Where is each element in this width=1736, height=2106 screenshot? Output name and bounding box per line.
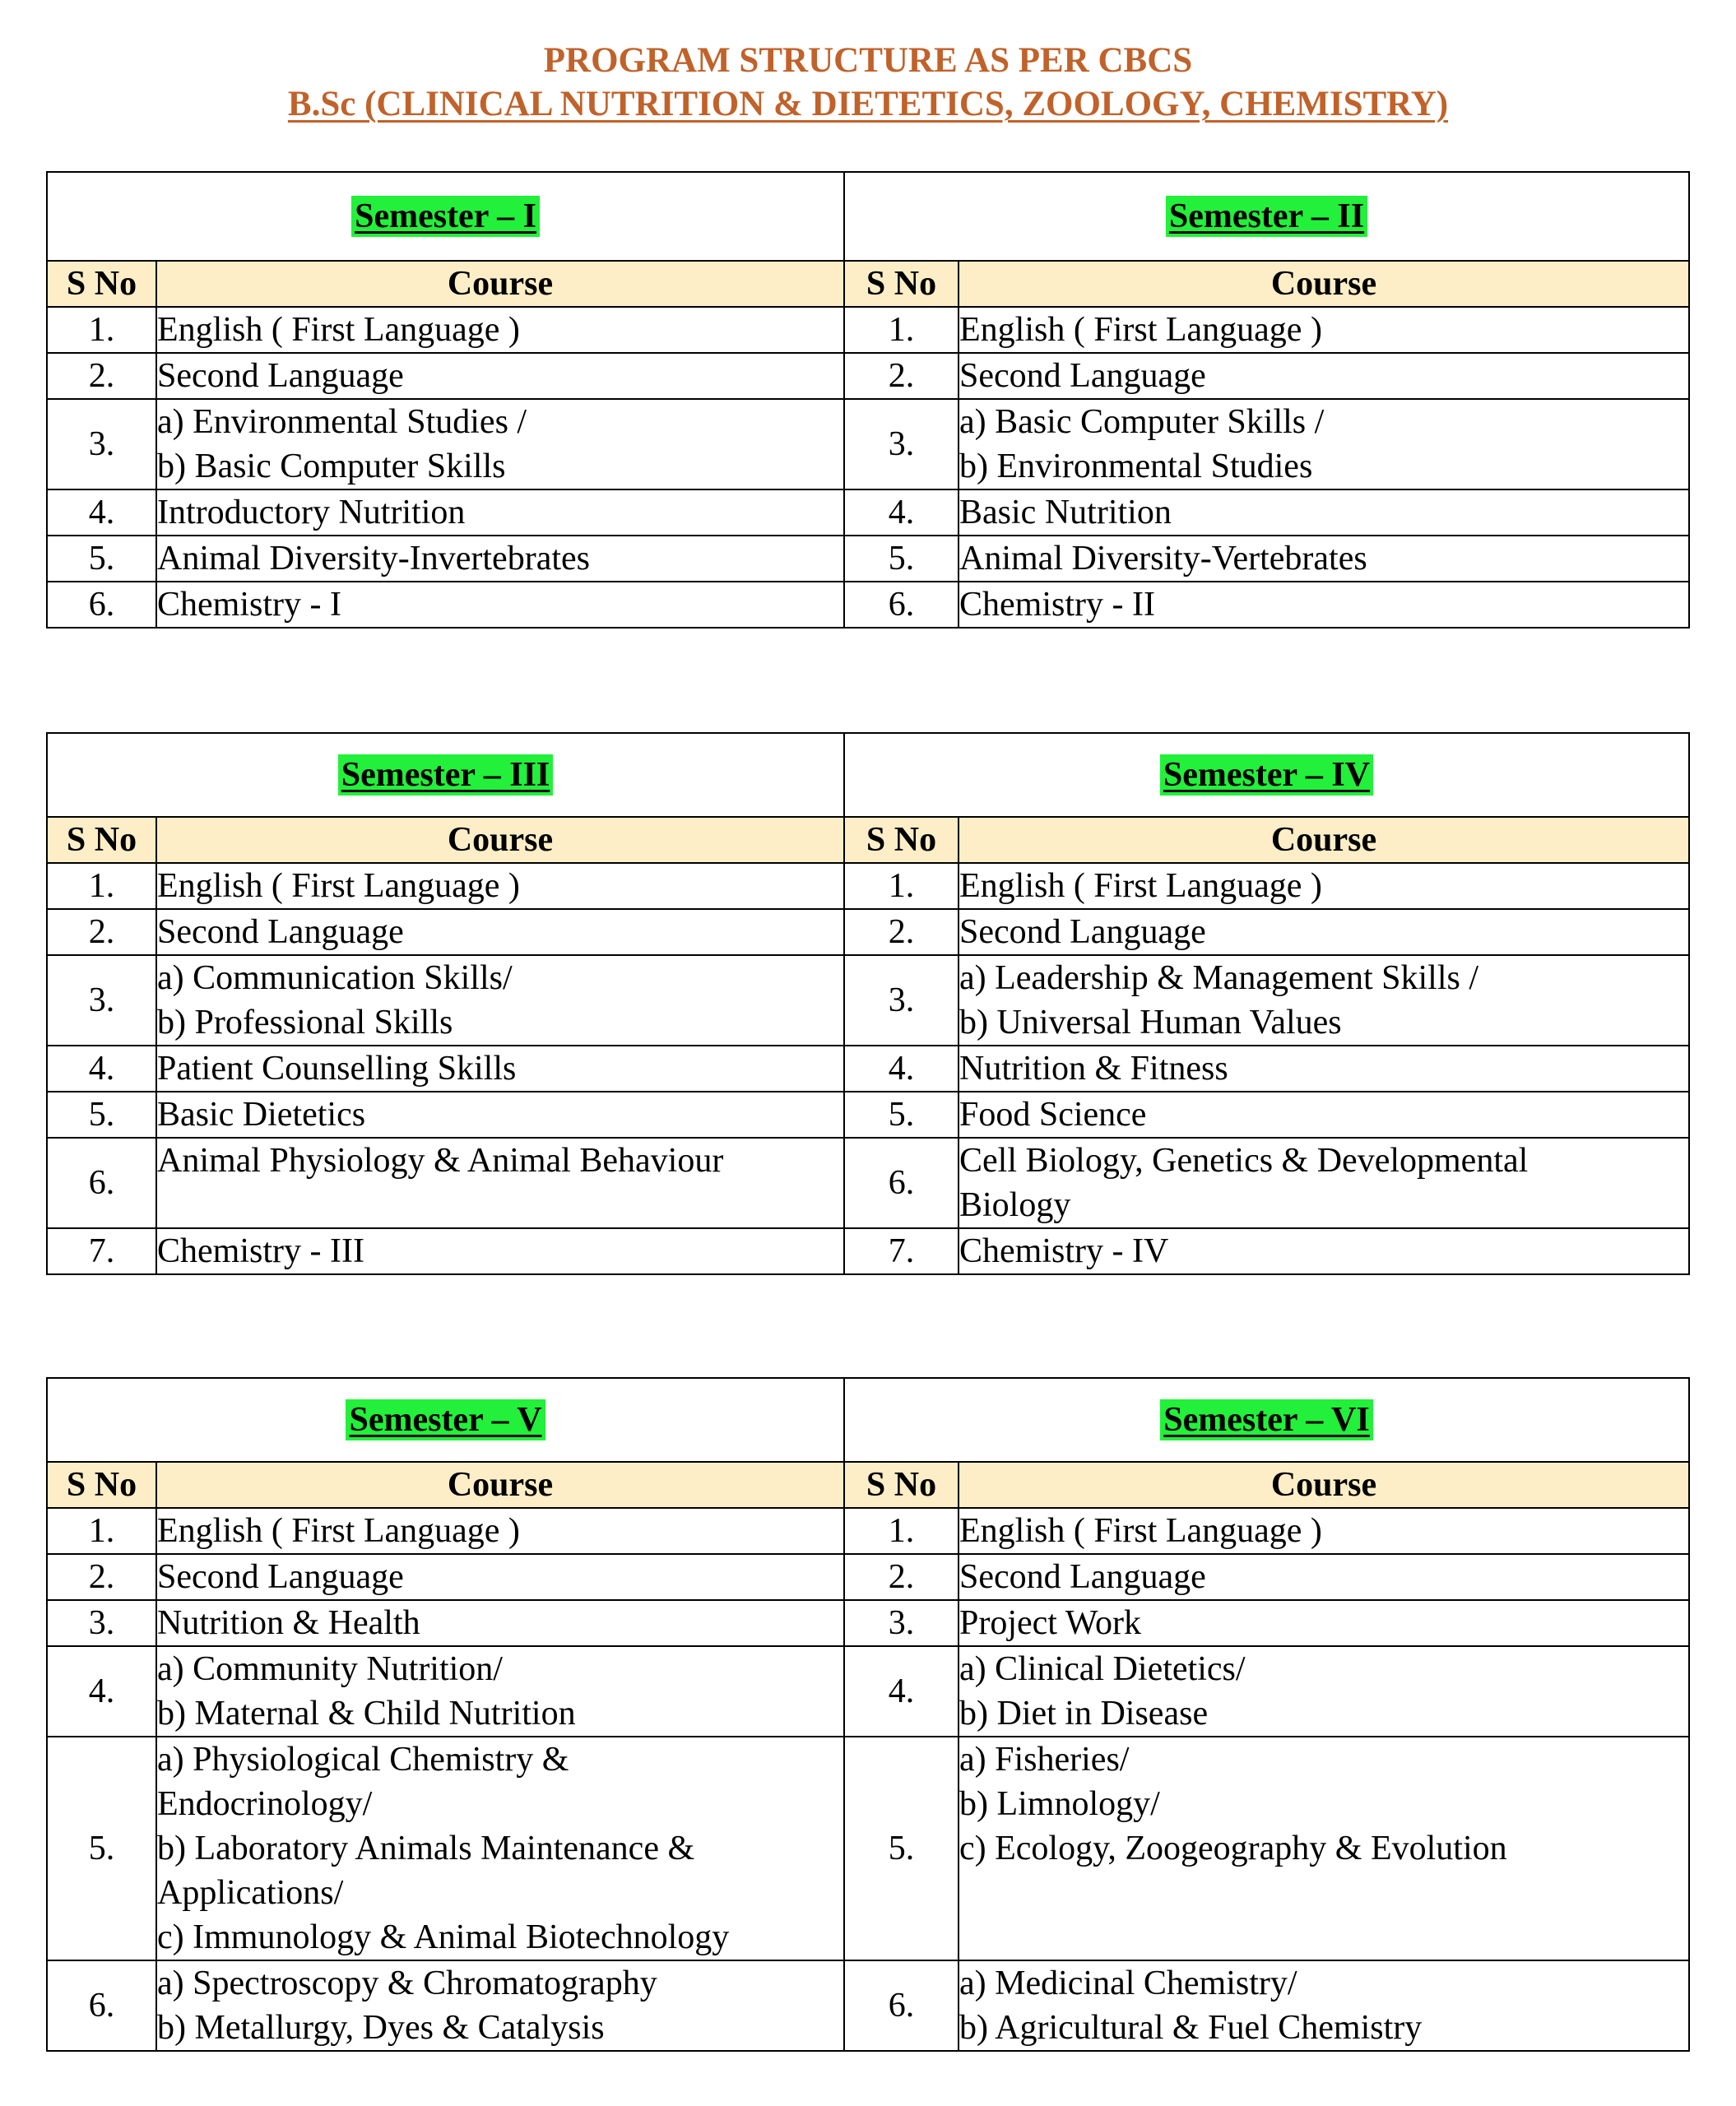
table-row [47,1600,1689,1646]
semester-label: Semester – I [351,196,540,237]
table-row [47,863,1689,909]
column-header-sno: S No [47,1462,156,1508]
course-cell [156,1646,844,1737]
semester-label: Semester – II [1166,196,1367,237]
course-line: a) Basic Computer Skills / [959,403,1325,441]
serial-number-cell: 7. [844,1228,959,1274]
course-cell [959,1508,1689,1554]
serial-number-cell: 6. [844,1138,959,1228]
column-header-row [47,1462,1689,1508]
course-line: b) Agricultural & Fuel Chemistry [959,2009,1423,2047]
document-subtitle-text: B.Sc (CLINICAL NUTRITION & DIETETICS, ZOOLOGY, CHEMISTRY) [287,85,1449,123]
table-row [47,1646,1689,1737]
table-row [47,1228,1689,1274]
course-line: English ( First Language ) [157,867,520,905]
serial-number-cell: 2. [47,1554,156,1600]
course-cell [156,1960,844,2051]
semester-label: Semester – V [346,1399,545,1440]
course-cell [959,1228,1689,1274]
table-row [47,1960,1689,2051]
course-line: Chemistry - III [157,1232,364,1270]
course-line: English ( First Language ) [959,1512,1322,1550]
semester-label: Semester – VI [1160,1399,1372,1440]
serial-number-cell: 1. [844,1508,959,1554]
serial-number-cell: 6. [844,582,959,628]
serial-number-cell: 3. [844,1600,959,1646]
course-line: English ( First Language ) [959,311,1322,349]
course-line: English ( First Language ) [157,1512,520,1550]
course-line: b) Metallurgy, Dyes & Catalysis [157,2009,605,2047]
course-cell [156,536,844,582]
course-line: Project Work [959,1604,1141,1642]
course-line: Second Language [959,1558,1206,1596]
course-cell [156,909,844,955]
serial-number-cell: 6. [47,1138,156,1228]
semester-label: Semester – III [338,754,554,796]
serial-number-cell: 6. [844,1960,959,2051]
serial-number-cell: 3. [844,399,959,489]
course-line: a) Fisheries/ [959,1741,1130,1779]
semester-header-cell [844,172,1689,261]
course-cell [959,1960,1689,2051]
course-line: b) Laboratory Animals Maintenance & [157,1830,695,1867]
course-cell [959,489,1689,536]
course-line: Chemistry - IV [959,1232,1169,1270]
course-cell [156,863,844,909]
course-line: c) Ecology, Zoogeography & Evolution [959,1830,1507,1867]
semester-table-5-6 [46,1377,1690,2052]
serial-number-cell: 1. [844,863,959,909]
table-row [47,909,1689,955]
course-cell [959,1646,1689,1737]
column-header-course: Course [959,1462,1689,1508]
course-line: Biology [959,1186,1071,1224]
table-row [47,489,1689,536]
serial-number-cell: 7. [47,1228,156,1274]
course-line: b) Diet in Disease [959,1695,1209,1733]
course-line: b) Universal Human Values [959,1004,1342,1041]
semester-table-3-4 [46,732,1690,1275]
course-line: Cell Biology, Genetics & Developmental [959,1142,1529,1180]
course-cell [959,1092,1689,1138]
course-cell [156,1046,844,1092]
table-row [47,1737,1689,1960]
course-line: Applications/ [157,1874,344,1912]
serial-number-cell: 5. [47,536,156,582]
serial-number-cell: 3. [47,399,156,489]
course-line: English ( First Language ) [959,867,1322,905]
course-cell [959,909,1689,955]
column-header-sno: S No [844,261,959,307]
course-cell [156,307,844,353]
course-cell [156,353,844,399]
course-line: Basic Dietetics [157,1096,366,1134]
serial-number-cell: 4. [47,1646,156,1737]
course-line: b) Environmental Studies [959,448,1313,485]
course-line: Patient Counselling Skills [157,1050,517,1088]
table-row [47,1092,1689,1138]
course-line: b) Maternal & Child Nutrition [157,1695,576,1733]
course-line: a) Environmental Studies / [157,403,527,441]
serial-number-cell: 1. [844,307,959,353]
column-header-sno: S No [47,817,156,863]
document-subtitle [0,83,1736,126]
course-cell [959,1600,1689,1646]
semester-label: Semester – IV [1160,754,1373,796]
course-line: a) Clinical Dietetics/ [959,1650,1246,1688]
course-line: a) Community Nutrition/ [157,1650,503,1688]
semester-header-cell [47,172,844,261]
course-line: Second Language [157,913,404,951]
course-line: b) Professional Skills [157,1004,453,1041]
course-cell [156,582,844,628]
serial-number-cell: 4. [844,1646,959,1737]
table-row [47,1046,1689,1092]
serial-number-cell: 5. [844,1092,959,1138]
course-cell [959,863,1689,909]
table-row [47,1138,1689,1228]
semester-header-row [47,1378,1689,1462]
serial-number-cell: 2. [47,353,156,399]
course-line: a) Leadership & Management Skills / [959,959,1479,997]
course-cell [959,399,1689,489]
column-header-sno: S No [47,261,156,307]
course-cell [156,1138,844,1228]
column-header-row [47,817,1689,863]
semester-header-cell [47,733,844,817]
course-line: Nutrition & Health [157,1604,420,1642]
course-cell [156,489,844,536]
course-line: Second Language [157,1558,404,1596]
course-line: Basic Nutrition [959,494,1172,531]
serial-number-cell: 4. [47,1046,156,1092]
semester-table-1-2 [46,171,1690,629]
column-header-sno: S No [844,1462,959,1508]
course-cell [959,955,1689,1046]
column-header-course: Course [156,817,844,863]
serial-number-cell: 3. [844,955,959,1046]
course-cell [156,399,844,489]
course-line: Second Language [959,913,1206,951]
course-cell [156,1737,844,1960]
serial-number-cell: 5. [47,1092,156,1138]
course-cell [959,1737,1689,1960]
serial-number-cell: 6. [47,582,156,628]
serial-number-cell: 2. [844,353,959,399]
serial-number-cell: 3. [47,1600,156,1646]
course-line: Food Science [959,1096,1147,1134]
serial-number-cell: 5. [844,536,959,582]
column-header-course: Course [959,817,1689,863]
course-line: c) Immunology & Animal Biotechnology [157,1918,730,1956]
semester-header-row [47,172,1689,261]
serial-number-cell: 1. [47,1508,156,1554]
column-header-sno: S No [844,817,959,863]
course-line [959,1871,1688,1915]
serial-number-cell: 4. [844,1046,959,1092]
course-cell [156,1600,844,1646]
semester-header-cell [844,1378,1689,1462]
serial-number-cell: 2. [844,1554,959,1600]
serial-number-cell: 3. [47,955,156,1046]
table-row [47,353,1689,399]
course-line: Endocrinology/ [157,1785,373,1823]
table-row [47,955,1689,1046]
course-line: a) Spectroscopy & Chromatography [157,1965,657,2002]
semester-header-cell [47,1378,844,1462]
course-cell [156,1554,844,1600]
serial-number-cell: 5. [844,1737,959,1960]
document-title: PROGRAM STRUCTURE AS PER CBCS [543,41,1193,80]
course-line: Second Language [157,357,404,395]
course-cell [959,1554,1689,1600]
course-cell [959,353,1689,399]
course-line [157,1183,843,1227]
course-cell [156,1508,844,1554]
course-line: Animal Diversity-Vertebrates [959,540,1367,578]
course-cell [959,1138,1689,1228]
column-header-course: Course [156,261,844,307]
column-header-course: Course [156,1462,844,1508]
table-row [47,582,1689,628]
table-row [47,1554,1689,1600]
course-line: a) Medicinal Chemistry/ [959,1965,1297,2002]
serial-number-cell: 6. [47,1960,156,2051]
course-line: Animal Diversity-Invertebrates [157,540,590,578]
table-row [47,307,1689,353]
course-cell [156,1092,844,1138]
course-line: Second Language [959,357,1206,395]
course-cell [959,1046,1689,1092]
course-line: a) Communication Skills/ [157,959,513,997]
course-line: b) Limnology/ [959,1785,1160,1823]
course-cell [959,307,1689,353]
course-line: a) Physiological Chemistry & [157,1741,569,1779]
table-row [47,1508,1689,1554]
table-row [47,399,1689,489]
course-line: English ( First Language ) [157,311,520,349]
semester-header-cell [844,733,1689,817]
serial-number-cell: 1. [47,307,156,353]
column-header-row [47,261,1689,307]
serial-number-cell: 2. [47,909,156,955]
course-line: b) Basic Computer Skills [157,448,506,485]
table-row [47,536,1689,582]
course-line: Chemistry - I [157,586,341,624]
course-line: Animal Physiology & Animal Behaviour [157,1142,724,1180]
course-line [959,1915,1688,1960]
course-cell [156,1228,844,1274]
column-header-course: Course [959,261,1689,307]
course-line: Introductory Nutrition [157,494,466,531]
course-line: Nutrition & Fitness [959,1050,1228,1088]
course-cell [156,955,844,1046]
serial-number-cell: 4. [844,489,959,536]
course-cell [959,582,1689,628]
course-cell [959,536,1689,582]
serial-number-cell: 4. [47,489,156,536]
serial-number-cell: 5. [47,1737,156,1960]
serial-number-cell: 1. [47,863,156,909]
semester-header-row [47,733,1689,817]
serial-number-cell: 2. [844,909,959,955]
course-line: Chemistry - II [959,586,1155,624]
